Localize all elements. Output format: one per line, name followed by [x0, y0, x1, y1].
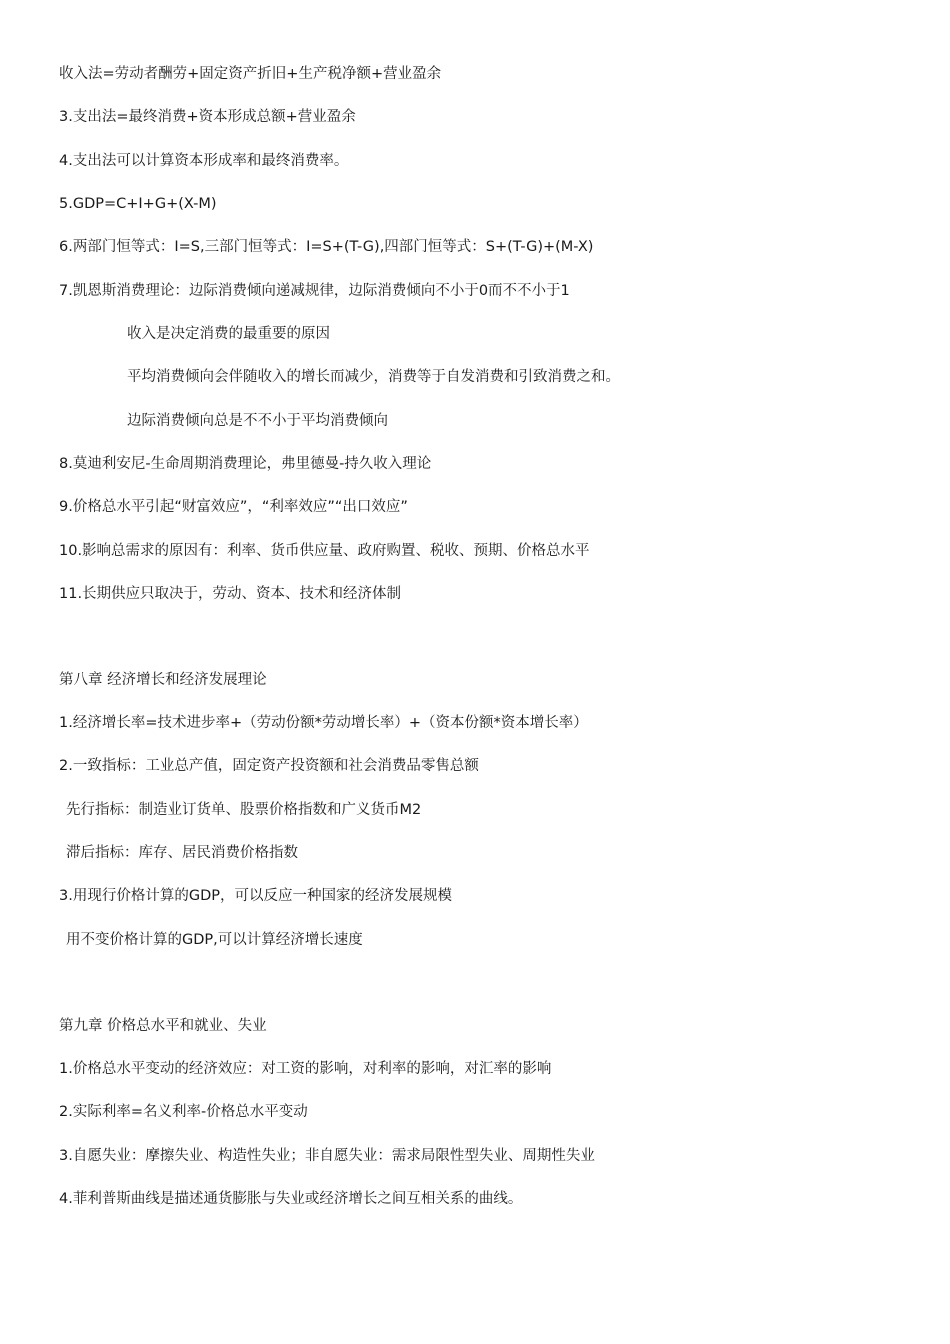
text-line-7-sub-1: 收入是决定消费的最重要的原因	[127, 326, 330, 342]
text-line-4: 4.支出法可以计算资本形成率和最终消费率。	[59, 153, 349, 169]
ch9-text-line-2: 2.实际利率=名义利率-价格总水平变动	[59, 1104, 308, 1120]
text-line-5: 5.GDP=C+I+G+(X-M)	[59, 196, 217, 212]
text-line-9: 9.价格总水平引起“财富效应”，“利率效应”“出口效应”	[59, 499, 408, 515]
chapter-8-heading: 第八章 经济增长和经济发展理论	[59, 672, 267, 688]
text-line-7-sub-2: 平均消费倾向会伴随收入的增长而减少，消费等于自发消费和引致消费之和。	[127, 369, 620, 385]
ch8-text-line-1: 1.经济增长率=技术进步率+（劳动份额*劳动增长率）+（资本份额*资本增长率）	[59, 715, 588, 731]
ch8-text-line-2-sub-2: 滞后指标：库存、居民消费价格指数	[66, 845, 298, 861]
ch8-text-line-3: 3.用现行价格计算的GDP，可以反应一种国家的经济发展规模	[59, 888, 452, 904]
text-line-10: 10.影响总需求的原因有：利率、货币供应量、政府购置、税收、预期、价格总水平	[59, 543, 590, 559]
text-line-6: 6.两部门恒等式：I=S,三部门恒等式：I=S+(T-G),四部门恒等式：S+(T-G)+(M-X)	[59, 239, 594, 255]
chapter-9-heading: 第九章 价格总水平和就业、失业	[59, 1018, 267, 1034]
text-line-7-sub-3: 边际消费倾向总是不不小于平均消费倾向	[127, 413, 388, 429]
text-line-3: 3.支出法=最终消费+资本形成总额+营业盈余	[59, 109, 356, 125]
ch9-text-line-3: 3.自愿失业：摩擦失业、构造性失业；非自愿失业：需求局限性型失业、周期性失业	[59, 1148, 595, 1164]
ch8-text-line-2-sub-1: 先行指标：制造业订货单、股票价格指数和广义货币M2	[66, 802, 422, 818]
text-line-11: 11.长期供应只取决于，劳动、资本、技术和经济体制	[59, 586, 402, 602]
ch9-text-line-1: 1.价格总水平变动的经济效应：对工资的影响，对利率的影响，对汇率的影响	[59, 1061, 552, 1077]
text-line-8: 8.莫迪利安尼-生命周期消费理论，弗里德曼-持久收入理论	[59, 456, 432, 472]
ch8-text-line-2: 2.一致指标：工业总产值，固定资产投资额和社会消费品零售总额	[59, 758, 479, 774]
text-line-income-method: 收入法=劳动者酬劳+固定资产折旧+生产税净额+营业盈余	[59, 66, 442, 82]
text-line-7: 7.凯恩斯消费理论：边际消费倾向递减规律，边际消费倾向不小于0而不不小于1	[59, 283, 570, 299]
ch9-text-line-4: 4.菲利普斯曲线是描述通货膨胀与失业或经济增长之间互相关系的曲线。	[59, 1191, 523, 1207]
ch8-text-line-3-sub-1: 用不变价格计算的GDP,可以计算经济增长速度	[66, 932, 363, 948]
